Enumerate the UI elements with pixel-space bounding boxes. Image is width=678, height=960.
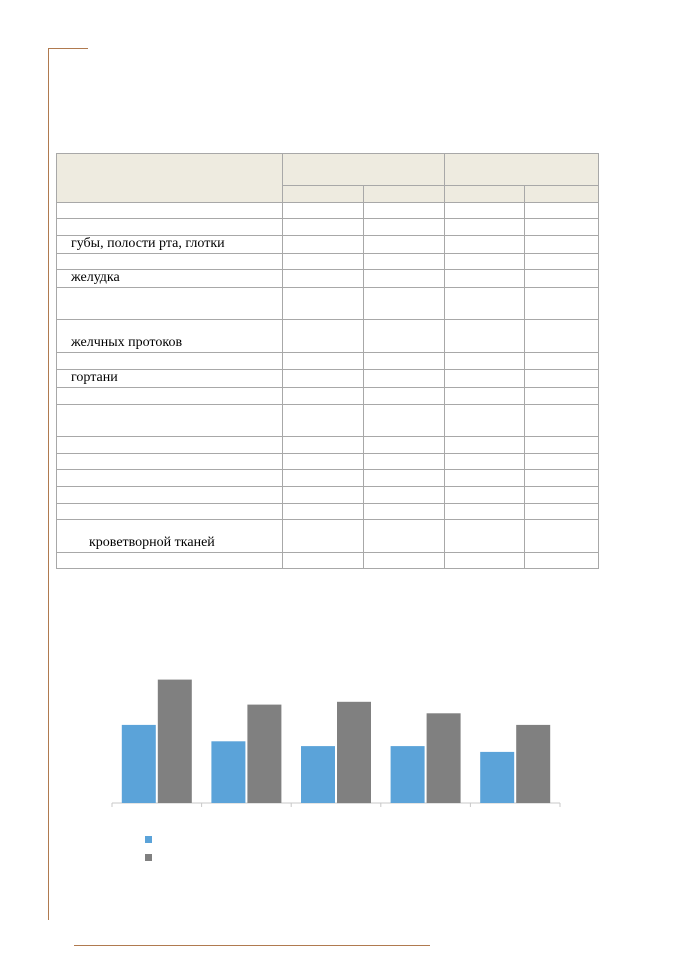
table-cell — [525, 437, 599, 454]
table-cell — [445, 203, 525, 219]
table-cell — [445, 254, 525, 270]
table-row — [57, 520, 599, 553]
table-cell — [364, 437, 445, 454]
table-cell — [525, 405, 599, 437]
bar-chart — [100, 660, 580, 870]
table-cell — [525, 504, 599, 520]
table-row — [57, 504, 599, 520]
table-cell — [525, 219, 599, 236]
table-cell — [445, 553, 525, 569]
bar-series-2 — [427, 713, 461, 803]
table-cell — [445, 405, 525, 437]
table-cell — [445, 504, 525, 520]
table-cell — [525, 370, 599, 388]
table-row — [57, 254, 599, 270]
bar-series-2 — [247, 705, 281, 803]
table-cell — [364, 353, 445, 370]
table-cell — [445, 388, 525, 405]
table-cell — [364, 388, 445, 405]
bar-series-1 — [301, 746, 335, 803]
table-cell — [445, 236, 525, 254]
table-cell — [525, 270, 599, 288]
bar-series-1 — [122, 725, 156, 803]
table-row — [57, 470, 599, 487]
table-cell — [364, 454, 445, 470]
table-cell — [283, 520, 364, 553]
row-label — [57, 437, 283, 454]
table-cell — [525, 203, 599, 219]
table-cell — [283, 288, 364, 320]
table-cell — [364, 270, 445, 288]
table-cell — [525, 320, 599, 353]
table-cell — [364, 203, 445, 219]
table-cell — [525, 288, 599, 320]
table-cell — [525, 487, 599, 504]
footer-rule — [74, 945, 430, 946]
table-row — [57, 219, 599, 236]
table-cell — [445, 437, 525, 454]
table-cell — [283, 504, 364, 520]
table-cell — [364, 520, 445, 553]
table-row — [57, 487, 599, 504]
table-cell — [445, 288, 525, 320]
table-cell — [283, 320, 364, 353]
table-cell — [364, 553, 445, 569]
table-cell — [364, 504, 445, 520]
table-cell — [525, 470, 599, 487]
table-cell — [525, 254, 599, 270]
bar-series-2 — [516, 725, 550, 803]
table-cell — [445, 320, 525, 353]
top-corner-rule — [48, 48, 88, 49]
bar-series-2 — [158, 680, 192, 803]
table-cell — [364, 405, 445, 437]
row-label — [57, 454, 283, 470]
statistics-table — [56, 153, 599, 569]
table-cell — [525, 520, 599, 553]
row-label — [57, 254, 283, 270]
table-row — [57, 203, 599, 219]
table-cell — [525, 454, 599, 470]
table-cell — [445, 487, 525, 504]
row-label: желчных протоков — [57, 320, 283, 353]
table-cell — [525, 553, 599, 569]
row-label — [57, 388, 283, 405]
table-cell — [283, 437, 364, 454]
table-cell — [364, 470, 445, 487]
row-label — [57, 470, 283, 487]
bar-series-1 — [480, 752, 514, 803]
table-row — [57, 437, 599, 454]
table-cell — [283, 454, 364, 470]
table-cell — [445, 454, 525, 470]
table-cell — [283, 405, 364, 437]
subheader-cell — [283, 186, 364, 203]
table-cell — [283, 270, 364, 288]
row-label — [57, 553, 283, 569]
row-label — [57, 288, 283, 320]
table-header-row — [57, 154, 599, 186]
table-cell — [283, 388, 364, 405]
legend-marker-series-2 — [145, 854, 152, 861]
table-cell — [525, 353, 599, 370]
table-cell — [445, 470, 525, 487]
table-cell — [283, 370, 364, 388]
table-cell — [364, 236, 445, 254]
subheader-cell — [364, 186, 445, 203]
table-cell — [445, 219, 525, 236]
table-cell — [364, 487, 445, 504]
table-cell — [364, 370, 445, 388]
subheader-cell — [525, 186, 599, 203]
table-row — [57, 553, 599, 569]
table-cell — [445, 353, 525, 370]
table-cell — [364, 288, 445, 320]
table-cell — [283, 470, 364, 487]
table-row — [57, 288, 599, 320]
table-row — [57, 236, 599, 254]
bar-series-1 — [211, 741, 245, 803]
table-cell — [283, 353, 364, 370]
row-label — [57, 219, 283, 236]
table-cell — [445, 270, 525, 288]
table-cell — [445, 520, 525, 553]
table-row — [57, 370, 599, 388]
row-label — [57, 353, 283, 370]
row-label — [57, 203, 283, 219]
row-label: губы, полости рта, глотки — [57, 236, 283, 254]
table-cell — [283, 236, 364, 254]
table-cell — [364, 254, 445, 270]
table-cell — [283, 487, 364, 504]
table-row — [57, 270, 599, 288]
header-cell-group-2 — [445, 154, 599, 186]
header-cell-name — [57, 154, 283, 203]
table-row — [57, 405, 599, 437]
row-label: гортани — [57, 370, 283, 388]
table-cell — [364, 320, 445, 353]
legend-marker-series-1 — [145, 836, 152, 843]
table-row — [57, 353, 599, 370]
table-cell — [283, 254, 364, 270]
header-cell-group-1 — [283, 154, 445, 186]
table-cell — [445, 370, 525, 388]
table-row — [57, 320, 599, 353]
row-label: желудка — [57, 270, 283, 288]
bar-series-2 — [337, 702, 371, 803]
bar-series-1 — [391, 746, 425, 803]
table-cell — [283, 219, 364, 236]
table-cell — [283, 553, 364, 569]
table-cell — [283, 203, 364, 219]
row-label — [57, 504, 283, 520]
row-label: кроветворной тканей — [57, 520, 283, 553]
row-label — [57, 405, 283, 437]
table-cell — [364, 219, 445, 236]
subheader-cell — [445, 186, 525, 203]
table-cell — [525, 388, 599, 405]
row-label — [57, 487, 283, 504]
table-cell — [525, 236, 599, 254]
table-row — [57, 454, 599, 470]
table-row — [57, 388, 599, 405]
left-margin-rule — [48, 48, 49, 920]
